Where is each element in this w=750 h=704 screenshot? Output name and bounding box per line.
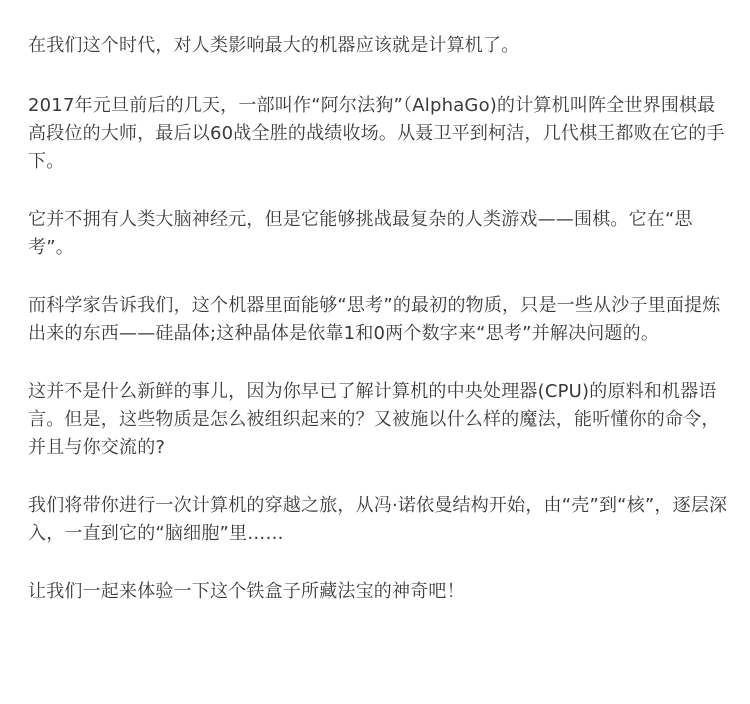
paragraph-3: 它并不拥有人类大脑神经元，但是它能够挑战最复杂的人类游戏——围棋。它在“思考”。 [28,209,693,258]
paragraph-7: 让我们一起来体验一下这个铁盒子所藏法宝的神奇吧！ [28,581,465,602]
paragraph-2: 2017年元旦前后的几天，一部叫作“阿尔法狗”（AlphaGo)的计算机叫阵全世界围棋最高段位的大师，最后以60战全胜的战绩收场。从聂卫平到柯洁，几代棋王都败在它的手下。 [28,95,725,172]
paragraph-4: 而科学家告诉我们，这个机器里面能够“思考”的最初的物质，只是一些从沙子里面提炼出来的东西——硅晶体;这种晶体是依靠1和0两个数字来“思考”并解决问题的。 [28,295,721,344]
paragraph-1: 在我们这个时代，对人类影响最大的机器应该就是计算机了。 [28,35,520,56]
paragraph-6: 我们将带你进行一次计算机的穿越之旅，从冯·诺依曼结构开始，由“壳”到“核”，逐层深入，一直到它的“脑细胞”里…… [28,495,728,544]
paragraph-5: 这并不是什么新鲜的事儿，因为你早已了解计算机的中央处理器(CPU)的原料和机器语言。但是，这些物质是怎么被组织起来的？又被施以什么样的魔法，能听懂你的命令，并且与你交流的? [28,381,720,458]
